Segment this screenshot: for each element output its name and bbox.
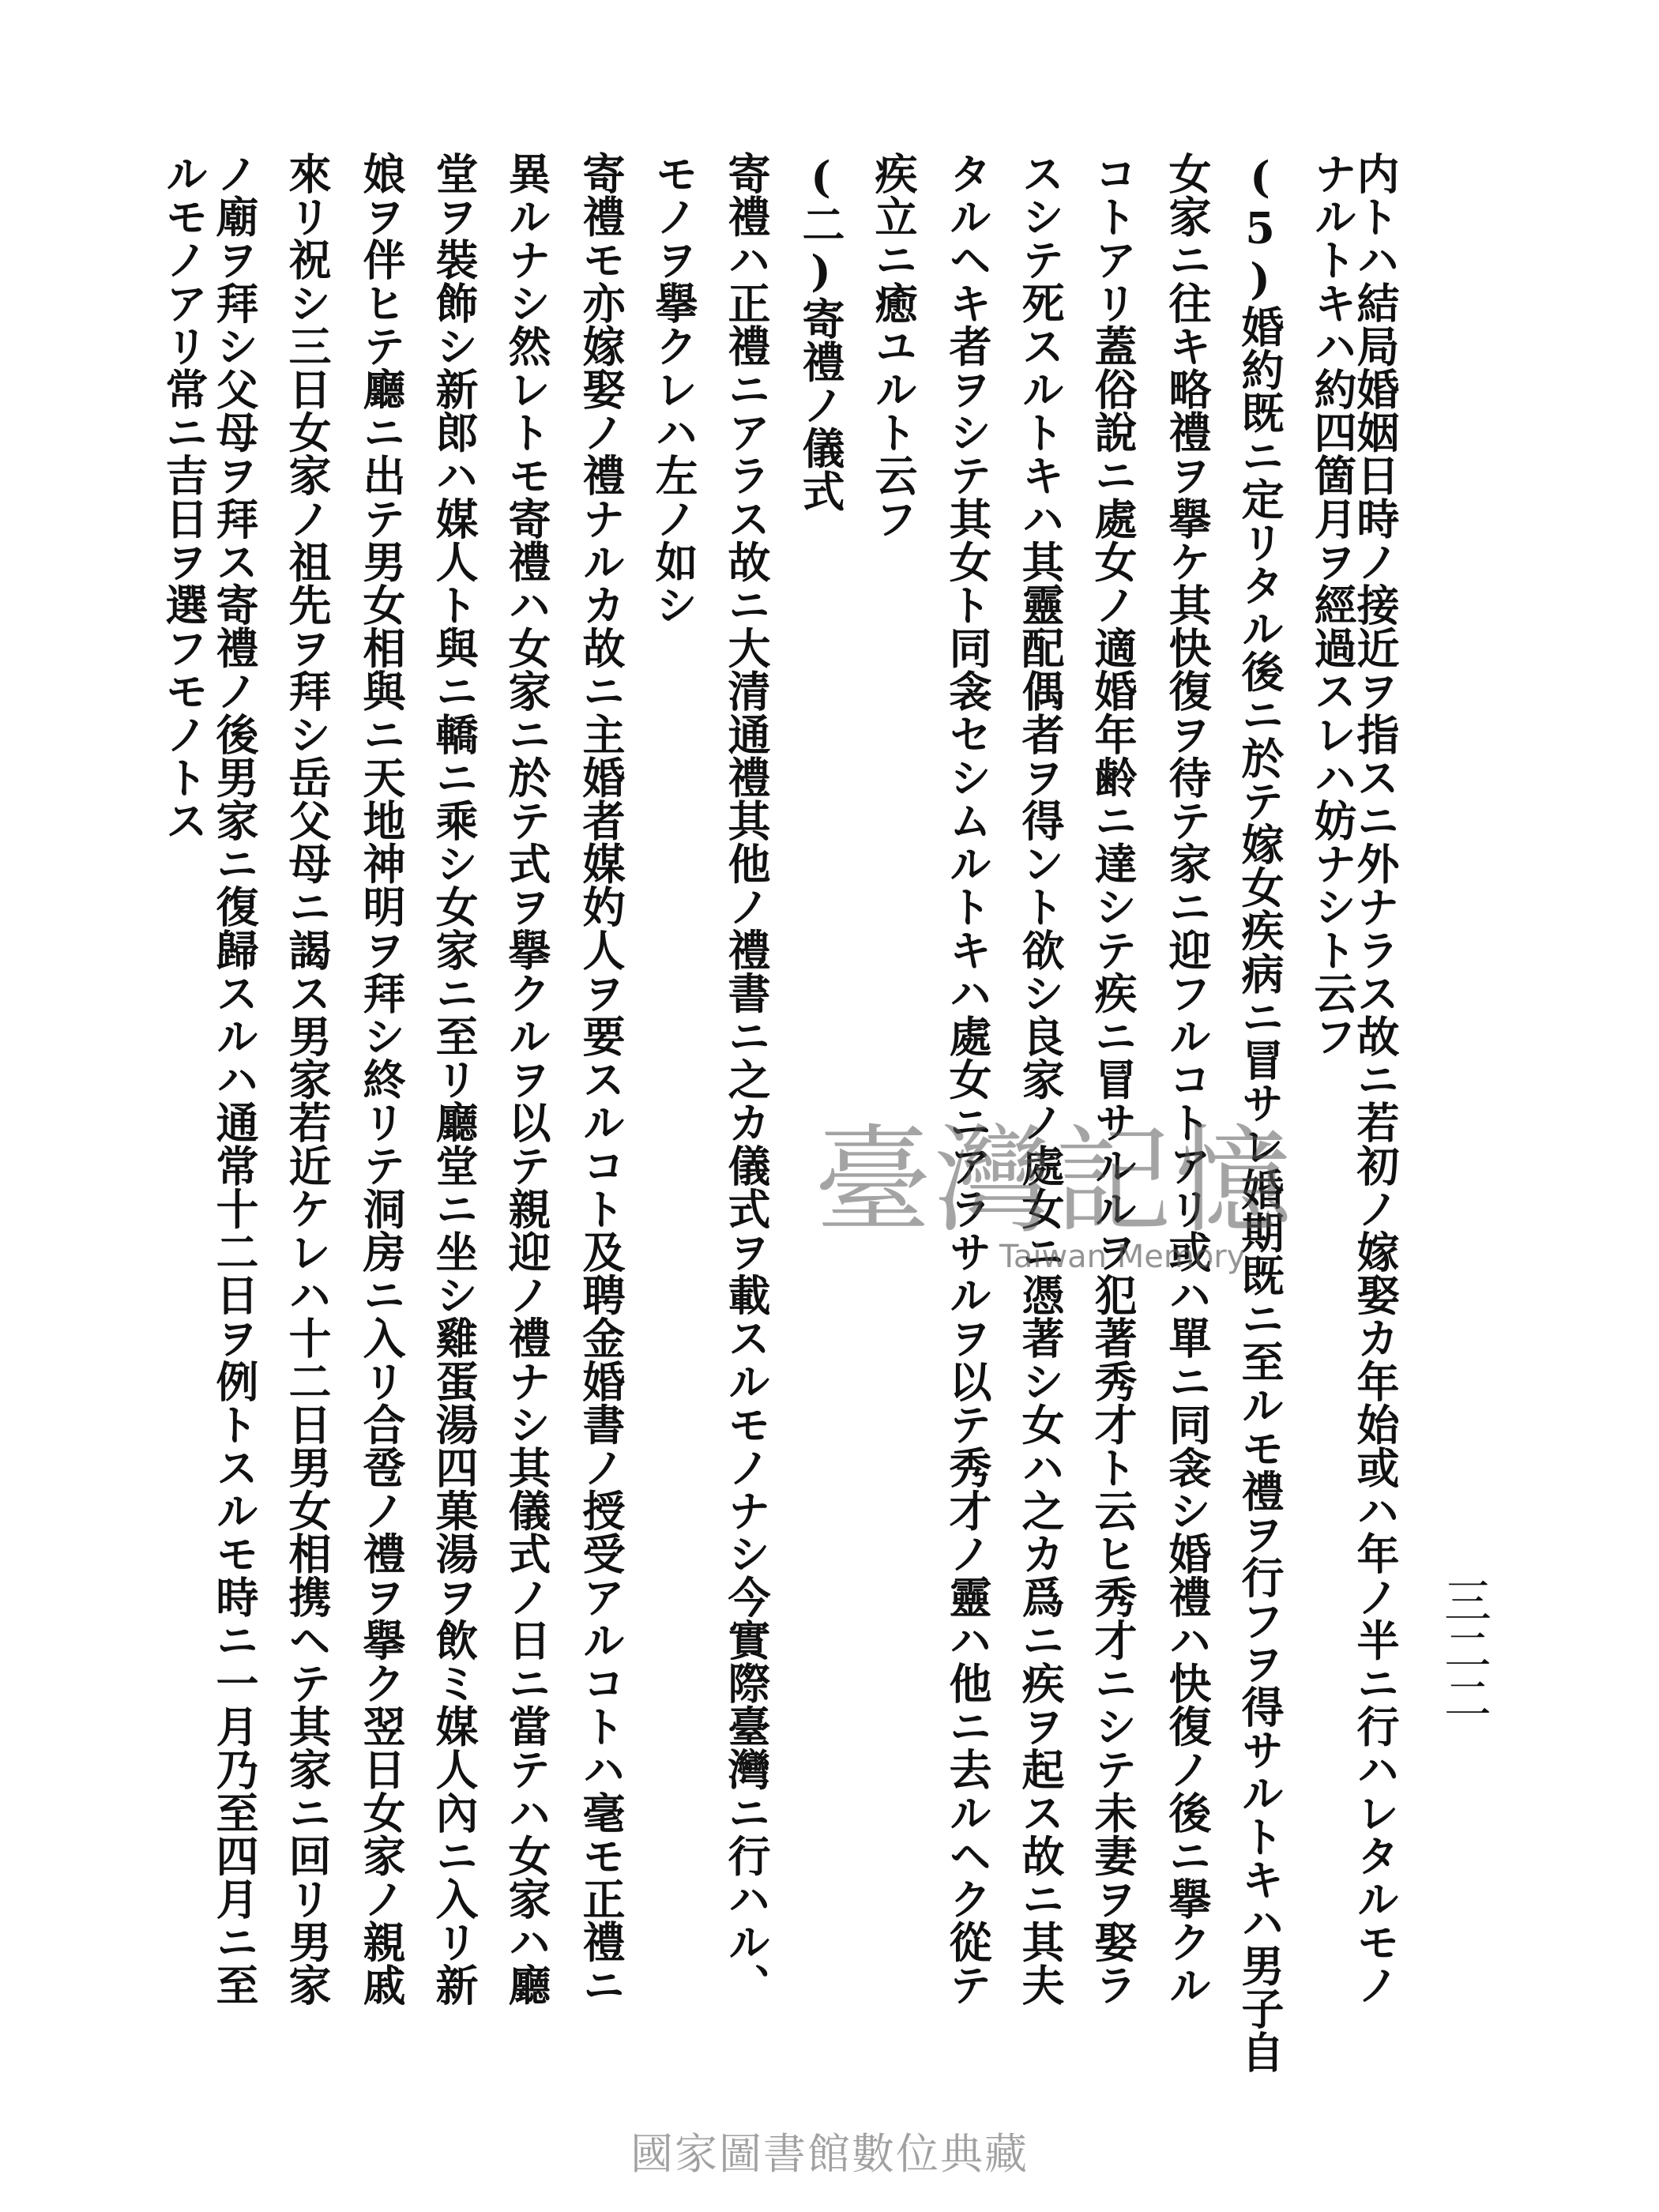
text-column-17: ノ廟ヲ拜シ父母ヲ拜ス寄禮ノ後男家ニ復歸スルハ通常十二日ヲ例トスルモ時ニ一月乃至四月ニ至 [209,152,260,2007]
text-column-3: (5)婚約既ニ定リタル後ニ於テ嫁女疾病ニ冒サレ婚期既ニ至ルモ禮ヲ行フヲ得サルトキハ男子自 [1235,152,1285,2074]
footer-credit: 國家圖書館數位典藏 [630,2129,1029,2179]
text-column-8: 疾立ニ癒ユルト云フ [868,152,919,540]
text-column-2: ナルトキハ約四箇月ヲ經過スレハ妨ナシト云フ [1307,152,1358,1058]
text-column-11: モノヲ擧クレハ左ノ如シ [649,152,699,626]
text-column-7: タルヘキ者ヲシテ其女ト同衾セシムルトキハ處女ニアラサルヲ以テ秀才ノ靈ハ他ニ去ルヘク從テ [942,152,993,2007]
text-column-10: 寄禮ハ正禮ニアラス故ニ大清通禮其他ノ禮書ニ之カ儀式ヲ載スルモノナシ今實際臺灣ニ行ハル、 [721,152,772,2007]
text-column-6: スシテ死スルトキハ其靈配偶者ヲ得ント欲シ良家ノ處女ニ憑著シ女ハ之カ爲ニ疾ヲ起ス故ニ其夫 [1015,152,1066,2007]
text-column-4: 女家ニ往キ略禮ヲ擧ケ其快復ヲ待テ家ニ迎フルコトアリ或ハ單ニ同衾シ婚禮ハ快復ノ後ニ擧クル [1162,152,1213,2007]
text-column-15: 娘ヲ伴ヒテ廳ニ出テ男女相與ニ天地神明ヲ拜シ終リテ洞房ニ入リ合卺ノ禮ヲ擧ク翌日女家ノ親戚 [356,152,407,2007]
text-column-12: 寄禮モ亦嫁娶ノ禮ナルカ故ニ主婚者媒妁人ヲ要スルコト及聘金婚書ノ授受アルコトハ毫モ正禮ニ [576,152,626,2007]
text-column-14: 堂ヲ裝飾シ新郎ハ媒人ト與ニ轎ニ乘シ女家ニ至リ廳堂ニ坐シ雞蛋湯四菓湯ヲ飲ミ媒人內ニ入リ新 [429,152,480,2007]
text-column-5: コトアリ蓋俗說ニ處女ノ適婚年齢ニ達シテ疾ニ冒サルルヲ犯著秀才ト云ヒ秀才ニシテ未妻ヲ娶ラ [1088,152,1138,2007]
text-column-16: 來リ祝シ三日女家ノ祖先ヲ拜シ岳父母ニ謁ス男家若近ケレハ十二日男女相携ヘテ其家ニ回リ男家 [282,152,333,2007]
page-number: 三二二 [1436,1576,1492,1723]
watermark-subtitle: Taiwan Memory [999,1239,1246,1275]
section-heading: (二)寄禮ノ儀式 [796,152,846,513]
text-column-18: ルモノアリ常ニ吉日ヲ選フモノトス [159,152,209,842]
text-column-1: 内トハ結局婚姻日時ノ接近ヲ指スニ外ナラス故ニ若初ノ嫁娶カ年始或ハ年ノ半ニ行ハレタルモノ [1350,152,1401,2007]
text-column-13: 異ルナシ然レトモ寄禮ハ女家ニ於テ式ヲ擧クルヲ以テ親迎ノ禮ナシ其儀式ノ日ニ當テハ女家ハ廳 [502,152,552,2007]
watermark-title: 臺灣記憶 [814,1113,1295,1249]
